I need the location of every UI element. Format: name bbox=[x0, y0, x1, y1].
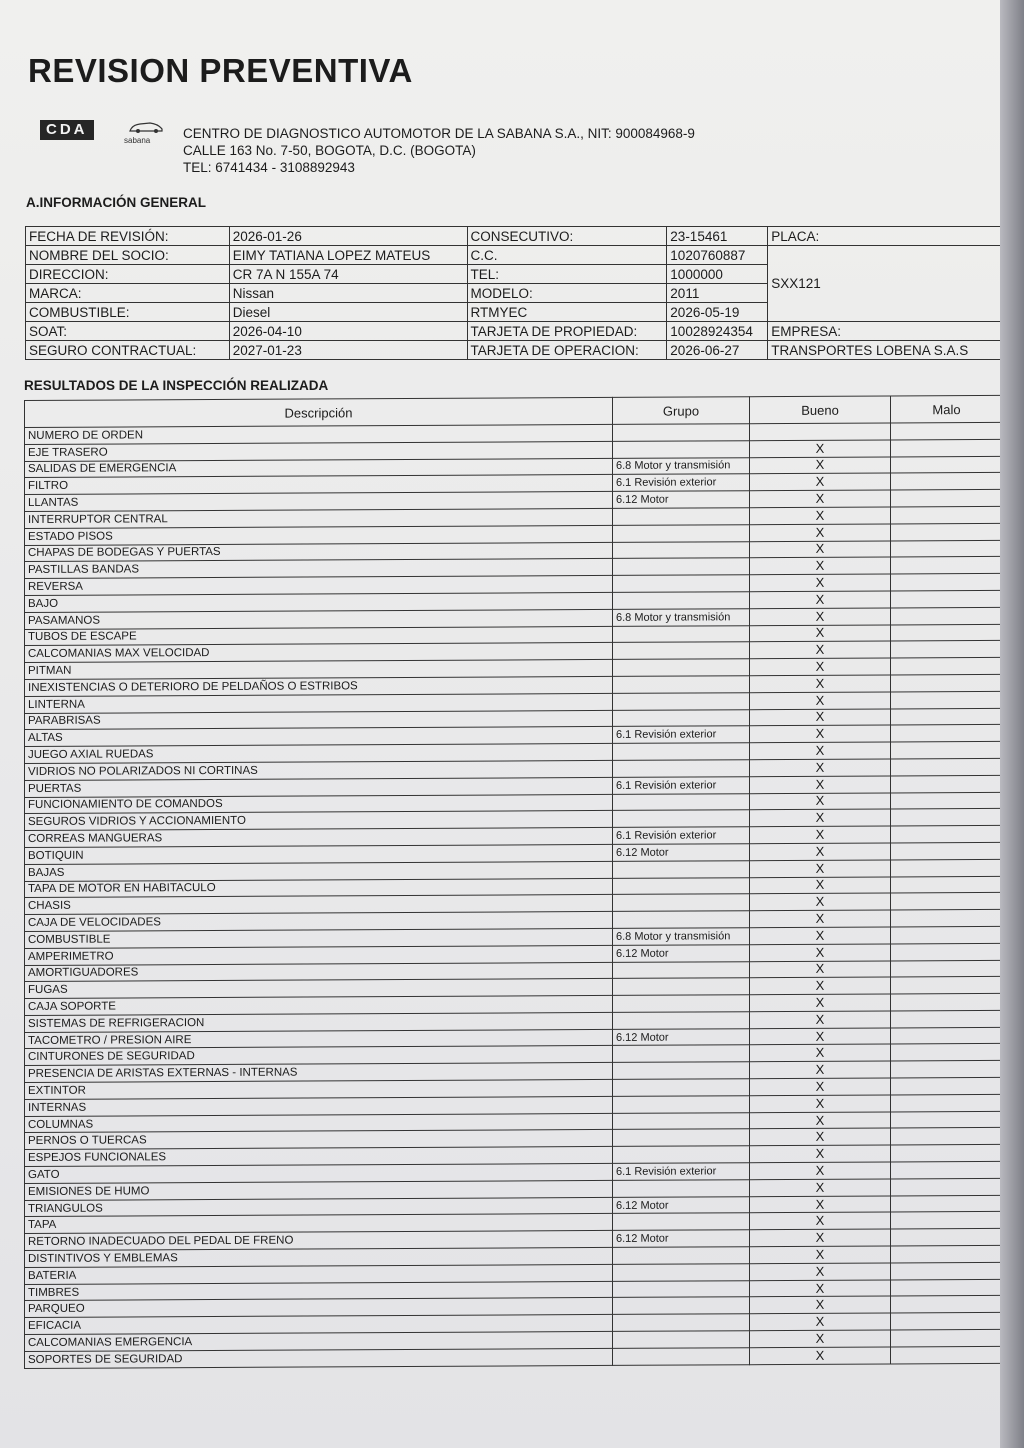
row-malo bbox=[891, 674, 1001, 691]
row-bueno: X bbox=[750, 1145, 891, 1163]
row-descripcion: LLANTAS bbox=[25, 492, 613, 512]
row-descripcion: JUEGO AXIAL RUEDAS bbox=[25, 744, 613, 764]
row-descripcion: EXTINTOR bbox=[25, 1079, 613, 1099]
row-grupo bbox=[613, 575, 750, 593]
row-grupo bbox=[613, 810, 750, 828]
row-malo bbox=[891, 1296, 1001, 1313]
row-grupo bbox=[613, 592, 750, 610]
row-bueno: X bbox=[750, 742, 891, 760]
row-malo bbox=[891, 1313, 1001, 1330]
row-descripcion: SALIDAS DE EMERGENCIA bbox=[25, 458, 613, 478]
results-body bbox=[25, 422, 1001, 1368]
row-grupo bbox=[613, 1180, 750, 1198]
row-bueno: X bbox=[750, 977, 891, 995]
row-bueno: X bbox=[750, 1128, 891, 1146]
row-malo bbox=[891, 993, 1001, 1010]
col-malo: Malo bbox=[891, 395, 1001, 423]
row-descripcion: PASTILLAS BANDAS bbox=[25, 559, 613, 579]
rtmyec-label: RTMYEC bbox=[467, 303, 667, 322]
company-phone: TEL: 6741434 - 3108892943 bbox=[183, 160, 355, 175]
row-descripcion: TAPA DE MOTOR EN HABITACULO bbox=[25, 878, 613, 898]
soat-value: 2026-04-10 bbox=[229, 322, 467, 341]
propiedad-label: TARJETA DE PROPIEDAD: bbox=[467, 322, 667, 341]
soat-label: SOAT: bbox=[26, 322, 230, 341]
row-bueno: X bbox=[750, 641, 891, 659]
row-malo bbox=[891, 557, 1001, 574]
row-descripcion: PUERTAS bbox=[25, 777, 613, 797]
marca-label: MARCA: bbox=[26, 284, 230, 303]
row-malo bbox=[891, 506, 1001, 523]
row-malo bbox=[891, 439, 1001, 456]
results-table bbox=[24, 395, 1000, 1369]
row-grupo bbox=[613, 1146, 750, 1164]
row-descripcion: CALCOMANIAS EMERGENCIA bbox=[25, 1331, 613, 1351]
row-bueno: X bbox=[750, 1044, 891, 1062]
row-grupo: 6.12 Motor bbox=[613, 1230, 750, 1248]
row-bueno: X bbox=[750, 1196, 891, 1214]
modelo-value: 2011 bbox=[667, 284, 768, 303]
row-malo bbox=[891, 1178, 1001, 1195]
row-descripcion: LINTERNA bbox=[25, 693, 613, 713]
row-bueno: X bbox=[750, 490, 891, 508]
row-malo bbox=[891, 1329, 1001, 1346]
row-bueno: X bbox=[750, 826, 891, 844]
socio-value: EIMY TATIANA LOPEZ MATEUS bbox=[229, 246, 467, 265]
row-malo bbox=[891, 792, 1001, 809]
row-malo bbox=[891, 641, 1001, 658]
row-descripcion: GATO bbox=[25, 1163, 613, 1183]
info-row bbox=[26, 322, 1001, 341]
direccion-label: DIRECCION: bbox=[26, 265, 230, 284]
row-grupo: 6.1 Revisión exterior bbox=[613, 726, 750, 744]
row-descripcion: FILTRO bbox=[25, 475, 613, 495]
row-malo bbox=[891, 490, 1001, 507]
row-descripcion: CAJA SOPORTE bbox=[25, 996, 613, 1016]
row-malo bbox=[891, 456, 1001, 473]
row-bueno: X bbox=[750, 658, 891, 676]
row-descripcion: PITMAN bbox=[25, 660, 613, 680]
row-descripcion: EFICACIA bbox=[25, 1315, 613, 1335]
row-grupo: 6.1 Revisión exterior bbox=[613, 1163, 750, 1181]
row-grupo bbox=[613, 1348, 750, 1366]
row-malo bbox=[891, 691, 1001, 708]
row-malo bbox=[891, 590, 1001, 607]
row-malo bbox=[891, 1010, 1001, 1027]
consecutivo-label: CONSECUTIVO: bbox=[467, 227, 667, 246]
row-bueno: X bbox=[750, 591, 891, 609]
row-descripcion: PARQUEO bbox=[25, 1298, 613, 1318]
row-bueno: X bbox=[750, 625, 891, 643]
row-descripcion: PERNOS O TUERCAS bbox=[25, 1130, 613, 1150]
row-descripcion: SOPORTES DE SEGURIDAD bbox=[25, 1348, 613, 1368]
placa-value: SXX121 bbox=[768, 246, 1000, 322]
row-malo bbox=[891, 943, 1001, 960]
row-grupo bbox=[613, 692, 750, 710]
row-bueno: X bbox=[750, 1229, 891, 1247]
row-malo bbox=[891, 809, 1001, 826]
row-bueno: X bbox=[750, 507, 891, 525]
fecha-label: FECHA DE REVISIÓN: bbox=[26, 227, 230, 246]
cda-logo bbox=[40, 120, 168, 148]
row-bueno: X bbox=[750, 1263, 891, 1281]
row-malo bbox=[891, 725, 1001, 742]
operacion-label: TARJETA DE OPERACION: bbox=[467, 341, 667, 360]
row-descripcion: RETORNO INADECUADO DEL PEDAL DE FRENO bbox=[25, 1231, 613, 1251]
row-bueno: X bbox=[750, 524, 891, 542]
row-bueno: X bbox=[750, 1347, 891, 1365]
row-malo bbox=[891, 1346, 1001, 1363]
row-descripcion: PRESENCIA DE ARISTAS EXTERNAS - INTERNAS bbox=[25, 1063, 613, 1083]
info-row bbox=[26, 341, 1001, 360]
row-bueno: X bbox=[750, 1061, 891, 1079]
row-malo bbox=[891, 842, 1001, 859]
row-grupo bbox=[613, 541, 750, 559]
combustible-label: COMBUSTIBLE: bbox=[26, 303, 230, 322]
row-bueno: X bbox=[750, 994, 891, 1012]
paper-shadow-edge bbox=[1000, 0, 1024, 1448]
row-descripcion: PARABRISAS bbox=[25, 710, 613, 730]
row-bueno: X bbox=[750, 1095, 891, 1113]
row-malo bbox=[891, 926, 1001, 943]
row-grupo bbox=[613, 558, 750, 576]
row-malo bbox=[891, 540, 1001, 557]
row-descripcion: INTERNAS bbox=[25, 1096, 613, 1116]
row-descripcion: VIDRIOS NO POLARIZADOS NI CORTINAS bbox=[25, 760, 613, 780]
row-descripcion: AMPERIMETRO bbox=[25, 945, 613, 965]
row-malo bbox=[891, 960, 1001, 977]
row-descripcion: FUNCIONAMIENTO DE COMANDOS bbox=[25, 794, 613, 814]
propiedad-value: 10028924354 bbox=[667, 322, 768, 341]
row-grupo bbox=[613, 1280, 750, 1298]
row-descripcion: TIMBRES bbox=[25, 1281, 613, 1301]
cda-logo-subtext: sabana bbox=[124, 136, 151, 145]
operacion-value: 2026-06-27 bbox=[667, 341, 768, 360]
row-grupo bbox=[613, 1062, 750, 1080]
row-bueno: X bbox=[750, 792, 891, 810]
row-descripcion: BAJAS bbox=[25, 861, 613, 881]
empresa-value: TRANSPORTES LOBENA S.A.S bbox=[768, 341, 1000, 360]
row-malo bbox=[891, 1195, 1001, 1212]
row-descripcion: AMORTIGUADORES bbox=[25, 962, 613, 982]
col-descripcion: Descripción bbox=[25, 397, 613, 427]
row-descripcion: TACOMETRO / PRESION AIRE bbox=[25, 1029, 613, 1049]
row-malo bbox=[891, 1061, 1001, 1078]
row-grupo: 6.12 Motor bbox=[613, 944, 750, 962]
row-bueno: X bbox=[750, 1179, 891, 1197]
row-malo bbox=[891, 1111, 1001, 1128]
row-grupo bbox=[613, 793, 750, 811]
cc-label: C.C. bbox=[467, 246, 667, 265]
row-malo bbox=[891, 1161, 1001, 1178]
row-malo bbox=[891, 422, 1001, 439]
row-descripcion: TUBOS DE ESCAPE bbox=[25, 626, 613, 646]
combustible-value: Diesel bbox=[229, 303, 467, 322]
marca-value: Nissan bbox=[229, 284, 467, 303]
row-bueno: X bbox=[750, 1028, 891, 1046]
row-bueno: X bbox=[750, 440, 891, 458]
row-grupo: 6.1 Revisión exterior bbox=[613, 776, 750, 794]
row-bueno: X bbox=[750, 1313, 891, 1331]
consecutivo-value: 23-15461 bbox=[667, 227, 768, 246]
row-bueno: X bbox=[750, 776, 891, 794]
row-malo bbox=[891, 859, 1001, 876]
row-bueno: X bbox=[750, 725, 891, 743]
company-name: CENTRO DE DIAGNOSTICO AUTOMOTOR DE LA SABANA S.A., NIT: 900084968-9 bbox=[183, 126, 695, 141]
row-descripcion: EJE TRASERO bbox=[25, 441, 613, 461]
row-grupo bbox=[613, 1331, 750, 1349]
row-malo bbox=[891, 624, 1001, 641]
row-malo bbox=[891, 708, 1001, 725]
row-grupo bbox=[613, 760, 750, 778]
row-descripcion: CINTURONES DE SEGURIDAD bbox=[25, 1046, 613, 1066]
row-grupo bbox=[613, 625, 750, 643]
modelo-label: MODELO: bbox=[467, 284, 667, 303]
row-bueno: X bbox=[750, 675, 891, 693]
row-descripcion: FUGAS bbox=[25, 979, 613, 999]
seguro-value: 2027-01-23 bbox=[229, 341, 467, 360]
row-bueno bbox=[750, 423, 891, 441]
row-malo bbox=[891, 1077, 1001, 1094]
row-grupo bbox=[613, 978, 750, 996]
row-grupo bbox=[613, 709, 750, 727]
row-descripcion: SISTEMAS DE REFRIGERACION bbox=[25, 1012, 613, 1032]
row-grupo: 6.12 Motor bbox=[613, 1028, 750, 1046]
row-grupo bbox=[613, 440, 750, 458]
row-descripcion: COLUMNAS bbox=[25, 1113, 613, 1133]
row-grupo bbox=[613, 894, 750, 912]
row-descripcion: ESPEJOS FUNCIONALES bbox=[25, 1147, 613, 1167]
results-heading: RESULTADOS DE LA INSPECCIÓN REALIZADA bbox=[24, 378, 329, 393]
row-malo bbox=[891, 607, 1001, 624]
row-grupo bbox=[613, 877, 750, 895]
row-malo bbox=[891, 758, 1001, 775]
row-bueno: X bbox=[750, 1296, 891, 1314]
row-grupo bbox=[613, 1264, 750, 1282]
row-descripcion: BAJO bbox=[25, 592, 613, 612]
row-malo bbox=[891, 523, 1001, 540]
row-bueno: X bbox=[750, 1011, 891, 1029]
row-bueno: X bbox=[750, 1112, 891, 1130]
row-grupo bbox=[613, 524, 750, 542]
row-descripcion: DISTINTIVOS Y EMBLEMAS bbox=[25, 1247, 613, 1267]
row-bueno: X bbox=[750, 574, 891, 592]
row-malo bbox=[891, 1245, 1001, 1262]
row-malo bbox=[891, 977, 1001, 994]
col-bueno: Bueno bbox=[750, 396, 891, 424]
fecha-value: 2026-01-26 bbox=[229, 227, 467, 246]
row-malo bbox=[891, 1279, 1001, 1296]
row-malo bbox=[891, 1027, 1001, 1044]
row-grupo bbox=[613, 1112, 750, 1130]
row-grupo: 6.12 Motor bbox=[613, 844, 750, 862]
general-info-table bbox=[25, 226, 1000, 360]
row-grupo bbox=[613, 860, 750, 878]
row-grupo bbox=[613, 642, 750, 660]
row-bueno: X bbox=[750, 843, 891, 861]
row-grupo bbox=[613, 1297, 750, 1315]
row-descripcion: EMISIONES DE HUMO bbox=[25, 1180, 613, 1200]
row-malo bbox=[891, 775, 1001, 792]
company-info bbox=[183, 125, 695, 176]
info-row bbox=[26, 227, 1001, 246]
row-malo bbox=[891, 893, 1001, 910]
row-malo bbox=[891, 1212, 1001, 1229]
cc-value: 1020760887 bbox=[667, 246, 768, 265]
row-malo bbox=[891, 826, 1001, 843]
row-descripcion: BATERIA bbox=[25, 1264, 613, 1284]
row-descripcion: NUMERO DE ORDEN bbox=[25, 424, 613, 444]
row-bueno: X bbox=[750, 541, 891, 559]
row-grupo bbox=[613, 1012, 750, 1030]
row-bueno: X bbox=[750, 927, 891, 945]
row-descripcion: REVERSA bbox=[25, 576, 613, 596]
row-grupo bbox=[613, 1096, 750, 1114]
row-descripcion: TAPA bbox=[25, 1214, 613, 1234]
row-descripcion: TRIANGULOS bbox=[25, 1197, 613, 1217]
row-malo bbox=[891, 1044, 1001, 1061]
empresa-label: EMPRESA: bbox=[768, 322, 1000, 341]
row-grupo bbox=[613, 995, 750, 1013]
row-descripcion: CAJA DE VELOCIDADES bbox=[25, 912, 613, 932]
row-malo bbox=[891, 473, 1001, 490]
row-grupo: 6.1 Revisión exterior bbox=[613, 474, 750, 492]
row-grupo bbox=[613, 1247, 750, 1265]
row-bueno: X bbox=[750, 1078, 891, 1096]
document-title: REVISION PREVENTIVA bbox=[28, 52, 413, 89]
row-bueno: X bbox=[750, 1212, 891, 1230]
row-bueno: X bbox=[750, 608, 891, 626]
row-descripcion: BOTIQUIN bbox=[25, 844, 613, 864]
row-grupo bbox=[613, 424, 750, 442]
row-descripcion: PASAMANOS bbox=[25, 609, 613, 629]
row-malo bbox=[891, 876, 1001, 893]
row-descripcion: ALTAS bbox=[25, 727, 613, 747]
row-bueno: X bbox=[750, 1162, 891, 1180]
row-bueno: X bbox=[750, 944, 891, 962]
row-bueno: X bbox=[750, 809, 891, 827]
row-malo bbox=[891, 574, 1001, 591]
row-grupo: 6.8 Motor y transmisión bbox=[613, 608, 750, 626]
tel-label: TEL: bbox=[467, 265, 667, 284]
general-info-heading: A.INFORMACIÓN GENERAL bbox=[26, 195, 206, 210]
row-grupo bbox=[613, 1045, 750, 1063]
row-grupo bbox=[613, 1213, 750, 1231]
row-grupo: 6.12 Motor bbox=[613, 1196, 750, 1214]
row-grupo bbox=[613, 676, 750, 694]
row-grupo bbox=[613, 1314, 750, 1332]
row-bueno: X bbox=[750, 709, 891, 727]
row-bueno: X bbox=[750, 860, 891, 878]
row-bueno: X bbox=[750, 557, 891, 575]
row-malo bbox=[891, 1229, 1001, 1246]
car-icon bbox=[128, 120, 166, 137]
placa-label: PLACA: bbox=[768, 227, 1000, 246]
direccion-value: CR 7A N 155A 74 bbox=[229, 265, 467, 284]
row-bueno: X bbox=[750, 1280, 891, 1298]
row-malo bbox=[891, 658, 1001, 675]
row-descripcion: SEGUROS VIDRIOS Y ACCIONAMIENTO bbox=[25, 811, 613, 831]
row-malo bbox=[891, 1128, 1001, 1145]
row-grupo bbox=[613, 1079, 750, 1097]
row-descripcion: CORREAS MANGUERAS bbox=[25, 828, 613, 848]
socio-label: NOMBRE DEL SOCIO: bbox=[26, 246, 230, 265]
seguro-label: SEGURO CONTRACTUAL: bbox=[26, 341, 230, 360]
cda-logo-text: CDA bbox=[40, 120, 94, 140]
info-row bbox=[26, 246, 1001, 265]
row-descripcion: CHASIS bbox=[25, 895, 613, 915]
row-grupo: 6.8 Motor y transmisión bbox=[613, 457, 750, 475]
row-grupo: 6.8 Motor y transmisión bbox=[613, 928, 750, 946]
row-descripcion: INTERRUPTOR CENTRAL bbox=[25, 508, 613, 528]
row-grupo: 6.1 Revisión exterior bbox=[613, 827, 750, 845]
row-grupo bbox=[613, 961, 750, 979]
company-address: CALLE 163 No. 7-50, BOGOTA, D.C. (BOGOTA) bbox=[183, 143, 476, 158]
row-descripcion: CALCOMANIAS MAX VELOCIDAD bbox=[25, 643, 613, 663]
row-bueno: X bbox=[750, 1330, 891, 1348]
row-grupo: 6.12 Motor bbox=[613, 491, 750, 509]
row-descripcion: ESTADO PISOS bbox=[25, 525, 613, 545]
row-bueno: X bbox=[750, 759, 891, 777]
row-descripcion: INEXISTENCIAS O DETERIORO DE PELDAÑOS O ESTRIBOS bbox=[25, 676, 613, 696]
row-bueno: X bbox=[750, 692, 891, 710]
row-descripcion: CHAPAS DE BODEGAS Y PUERTAS bbox=[25, 542, 613, 562]
row-grupo bbox=[613, 911, 750, 929]
row-malo bbox=[891, 1145, 1001, 1162]
row-bueno: X bbox=[750, 1246, 891, 1264]
row-grupo bbox=[613, 659, 750, 677]
row-bueno: X bbox=[750, 893, 891, 911]
row-malo bbox=[891, 1094, 1001, 1111]
row-grupo bbox=[613, 508, 750, 526]
row-bueno: X bbox=[750, 910, 891, 928]
row-malo bbox=[891, 909, 1001, 926]
tel-value: 1000000 bbox=[667, 265, 768, 284]
row-malo bbox=[891, 1262, 1001, 1279]
row-bueno: X bbox=[750, 457, 891, 475]
row-grupo bbox=[613, 1129, 750, 1147]
row-bueno: X bbox=[750, 960, 891, 978]
col-grupo: Grupo bbox=[613, 397, 750, 425]
rtmyec-value: 2026-05-19 bbox=[667, 303, 768, 322]
row-grupo bbox=[613, 743, 750, 761]
row-malo bbox=[891, 742, 1001, 759]
row-bueno: X bbox=[750, 473, 891, 491]
row-descripcion: COMBUSTIBLE bbox=[25, 928, 613, 948]
row-bueno: X bbox=[750, 876, 891, 894]
